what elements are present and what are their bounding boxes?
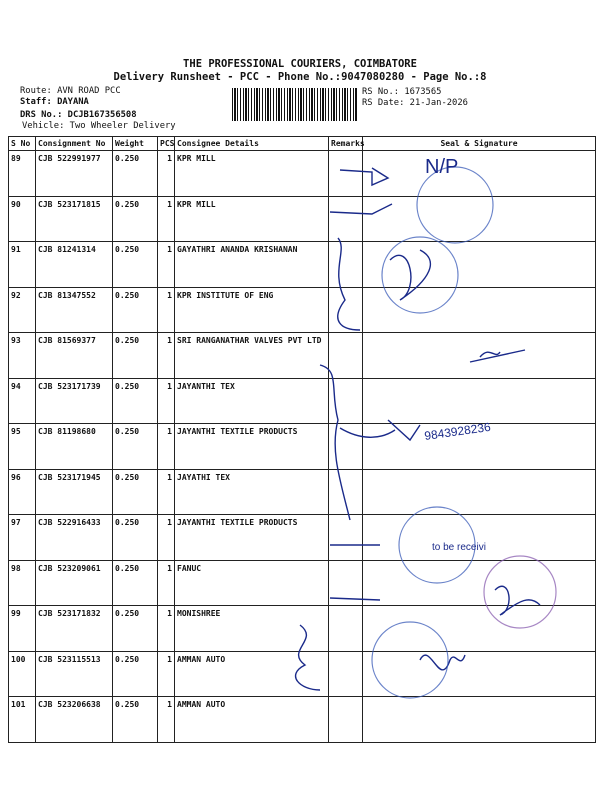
cell-consignment: CJB 523115513 bbox=[36, 651, 113, 697]
table-header bbox=[9, 137, 596, 151]
cell-sno: 99 bbox=[9, 606, 36, 652]
cell-remarks bbox=[329, 378, 363, 424]
cell-pcs: 1 bbox=[158, 515, 175, 561]
cell-signature bbox=[363, 151, 596, 197]
cell-signature bbox=[363, 378, 596, 424]
cell-signature bbox=[363, 287, 596, 333]
cell-remarks bbox=[329, 651, 363, 697]
cell-remarks bbox=[329, 515, 363, 561]
cell-consignee: KPR INSTITUTE OF ENG bbox=[175, 287, 329, 333]
table-row bbox=[9, 424, 596, 470]
cell-pcs: 1 bbox=[158, 242, 175, 288]
table-row bbox=[9, 697, 596, 743]
table-row bbox=[9, 333, 596, 379]
cell-consignment: CJB 523209061 bbox=[36, 560, 113, 606]
cell-consignment: CJB 522991977 bbox=[36, 151, 113, 197]
cell-remarks bbox=[329, 606, 363, 652]
cell-consignee: JAYANTHI TEXTILE PRODUCTS bbox=[175, 424, 329, 470]
cell-sno: 92 bbox=[9, 287, 36, 333]
runsheet-title: THE PROFESSIONAL COURIERS, COIMBATORE bbox=[183, 58, 417, 70]
cell-consignee: AMMAN AUTO bbox=[175, 651, 329, 697]
cell-consignment: CJB 523171739 bbox=[36, 378, 113, 424]
col-pcs: PCS bbox=[158, 137, 175, 151]
cell-signature bbox=[363, 560, 596, 606]
cell-consignee: JAYANTHI TEXTILE PRODUCTS bbox=[175, 515, 329, 561]
phone-handwriting: 9843928236 bbox=[423, 419, 492, 443]
cell-weight: 0.250 bbox=[113, 469, 158, 515]
cell-remarks bbox=[329, 424, 363, 470]
cell-consignment: CJB 523206638 bbox=[36, 697, 113, 743]
note-handwriting: to be receivi bbox=[432, 542, 486, 553]
col-consignee: Consignee Details bbox=[175, 137, 329, 151]
staff-label: Staff: DAYANA bbox=[20, 97, 89, 107]
cell-consignment: CJB 523171945 bbox=[36, 469, 113, 515]
cell-signature bbox=[363, 651, 596, 697]
cell-signature bbox=[363, 697, 596, 743]
cell-weight: 0.250 bbox=[113, 333, 158, 379]
col-weight: Weight bbox=[113, 137, 158, 151]
cell-weight: 0.250 bbox=[113, 242, 158, 288]
col-signature: Seal & Signature bbox=[363, 137, 596, 151]
cell-consignee: GAYATHRI ANANDA KRISHANAN bbox=[175, 242, 329, 288]
cell-sno: 98 bbox=[9, 560, 36, 606]
cell-weight: 0.250 bbox=[113, 697, 158, 743]
rs-number: RS No.: 1673565 bbox=[362, 87, 442, 97]
drs-label: DRS No.: DCJB167356508 bbox=[20, 110, 137, 120]
cell-consignee: JAYATHI TEX bbox=[175, 469, 329, 515]
cell-signature bbox=[363, 515, 596, 561]
route-label: Route: AVN ROAD PCC bbox=[20, 86, 121, 96]
cell-consignee: JAYANTHI TEX bbox=[175, 378, 329, 424]
cell-signature bbox=[363, 196, 596, 242]
table-row bbox=[9, 560, 596, 606]
table-row bbox=[9, 606, 596, 652]
table-row bbox=[9, 242, 596, 288]
cell-sno: 95 bbox=[9, 424, 36, 470]
cell-consignment: CJB 81569377 bbox=[36, 333, 113, 379]
cell-remarks bbox=[329, 242, 363, 288]
cell-remarks bbox=[329, 196, 363, 242]
cell-signature bbox=[363, 606, 596, 652]
col-consignment: Consignment No bbox=[36, 137, 113, 151]
col-remarks: Remarks bbox=[329, 137, 363, 151]
cell-sno: 94 bbox=[9, 378, 36, 424]
cell-pcs: 1 bbox=[158, 333, 175, 379]
cell-consignment: CJB 523171815 bbox=[36, 196, 113, 242]
cell-weight: 0.250 bbox=[113, 560, 158, 606]
cell-consignee: FANUC bbox=[175, 560, 329, 606]
cell-pcs: 1 bbox=[158, 196, 175, 242]
cell-signature bbox=[363, 469, 596, 515]
cell-sno: 89 bbox=[9, 151, 36, 197]
table-row bbox=[9, 515, 596, 561]
cell-pcs: 1 bbox=[158, 378, 175, 424]
cell-pcs: 1 bbox=[158, 151, 175, 197]
cell-consignee: KPR MILL bbox=[175, 151, 329, 197]
cell-signature bbox=[363, 424, 596, 470]
cell-consignee: KPR MILL bbox=[175, 196, 329, 242]
cell-weight: 0.250 bbox=[113, 196, 158, 242]
vehicle-label: Vehicle: Two Wheeler Delivery bbox=[22, 121, 176, 131]
cell-pcs: 1 bbox=[158, 287, 175, 333]
cell-consignment: CJB 81347552 bbox=[36, 287, 113, 333]
cell-sno: 97 bbox=[9, 515, 36, 561]
cell-consignment: CJB 523171832 bbox=[36, 606, 113, 652]
runsheet-table bbox=[8, 136, 596, 743]
cell-consignment: CJB 81241314 bbox=[36, 242, 113, 288]
table-row bbox=[9, 151, 596, 197]
barcode bbox=[232, 88, 357, 121]
cell-consignment: CJB 81198680 bbox=[36, 424, 113, 470]
cell-weight: 0.250 bbox=[113, 651, 158, 697]
table-row bbox=[9, 469, 596, 515]
cell-consignee: MONISHREE bbox=[175, 606, 329, 652]
cell-pcs: 1 bbox=[158, 606, 175, 652]
cell-weight: 0.250 bbox=[113, 287, 158, 333]
cell-sno: 93 bbox=[9, 333, 36, 379]
cell-consignment: CJB 522916433 bbox=[36, 515, 113, 561]
cell-consignee: AMMAN AUTO bbox=[175, 697, 329, 743]
cell-remarks bbox=[329, 469, 363, 515]
cell-signature bbox=[363, 242, 596, 288]
col-sno: S No bbox=[9, 137, 36, 151]
cell-sno: 91 bbox=[9, 242, 36, 288]
table-row bbox=[9, 651, 596, 697]
cell-pcs: 1 bbox=[158, 697, 175, 743]
cell-pcs: 1 bbox=[158, 469, 175, 515]
cell-sno: 101 bbox=[9, 697, 36, 743]
np-handwriting: N/P bbox=[425, 156, 459, 178]
table-row bbox=[9, 287, 596, 333]
cell-weight: 0.250 bbox=[113, 515, 158, 561]
table-row bbox=[9, 196, 596, 242]
cell-weight: 0.250 bbox=[113, 424, 158, 470]
cell-remarks bbox=[329, 560, 363, 606]
cell-weight: 0.250 bbox=[113, 606, 158, 652]
cell-sno: 100 bbox=[9, 651, 36, 697]
cell-weight: 0.250 bbox=[113, 151, 158, 197]
cell-consignee: SRI RANGANATHAR VALVES PVT LTD bbox=[175, 333, 329, 379]
cell-remarks bbox=[329, 697, 363, 743]
cell-sno: 90 bbox=[9, 196, 36, 242]
cell-remarks bbox=[329, 151, 363, 197]
cell-remarks bbox=[329, 287, 363, 333]
cell-remarks bbox=[329, 333, 363, 379]
rs-date: RS Date: 21-Jan-2026 bbox=[362, 98, 468, 108]
cell-pcs: 1 bbox=[158, 560, 175, 606]
cell-pcs: 1 bbox=[158, 424, 175, 470]
cell-weight: 0.250 bbox=[113, 378, 158, 424]
cell-pcs: 1 bbox=[158, 651, 175, 697]
cell-signature bbox=[363, 333, 596, 379]
runsheet-subtitle: Delivery Runsheet - PCC - Phone No.:9047080280 - Page No.:8 bbox=[113, 71, 487, 83]
cell-sno: 96 bbox=[9, 469, 36, 515]
table-row bbox=[9, 378, 596, 424]
